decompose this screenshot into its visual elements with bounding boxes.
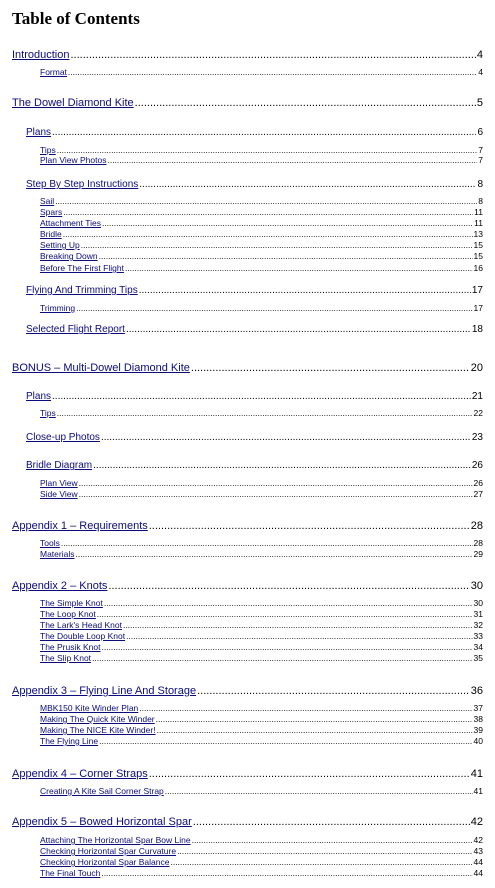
dot-leader [193, 816, 470, 828]
toc-entry-link[interactable]: The Dowel Diamond Kite [12, 97, 134, 109]
dot-leader [102, 218, 473, 228]
toc-entry-link[interactable]: Appendix 3 – Flying Line And Storage [12, 685, 197, 697]
toc-entry[interactable] [40, 631, 483, 641]
dot-leader [101, 868, 472, 878]
dot-leader [192, 835, 473, 845]
toc-entry[interactable] [12, 685, 483, 697]
page-title: Table of Contents [12, 9, 140, 28]
toc-entry[interactable] [40, 642, 483, 652]
dot-leader [63, 207, 473, 217]
toc-page-number: 29 [473, 549, 483, 559]
dot-leader [61, 538, 473, 548]
dot-leader [92, 653, 473, 663]
toc-entry-link[interactable]: The Lark's Head Knot [40, 620, 122, 630]
toc-page-number: 17 [473, 303, 483, 313]
toc-entry[interactable] [40, 725, 483, 735]
dot-leader [57, 408, 473, 418]
toc-entry[interactable] [40, 240, 483, 250]
toc-entry-link[interactable]: Attaching The Horizontal Spar Bow Line [40, 835, 191, 845]
dot-leader [79, 478, 473, 488]
toc-entry[interactable] [40, 653, 483, 663]
toc-entry[interactable] [40, 229, 483, 239]
dot-leader [139, 285, 471, 296]
toc-entry-link[interactable]: Before The First Flight [40, 263, 124, 273]
dot-leader [101, 432, 471, 443]
toc-page-number: 30 [473, 598, 483, 608]
dot-leader [165, 786, 473, 796]
toc-entry[interactable] [40, 609, 483, 619]
toc-page-number: 17 [471, 285, 483, 296]
toc-entry-link[interactable]: Making The Quick Kite Winder [40, 714, 155, 724]
dot-leader [99, 251, 473, 261]
toc-page-number: 18 [471, 324, 483, 335]
dot-leader [76, 303, 472, 313]
toc-page-number: 28 [473, 538, 483, 548]
toc-page-number: 8 [478, 196, 483, 206]
toc-page-number: 44 [473, 857, 483, 867]
toc-page-number: 37 [473, 703, 483, 713]
toc-entry-link[interactable]: Bridle Diagram [26, 460, 93, 471]
toc-entry[interactable] [40, 786, 483, 796]
dot-leader [70, 49, 475, 61]
toc-entry-link[interactable]: Tips [40, 145, 56, 155]
toc-entry-link[interactable]: Appendix 5 – Bowed Horizontal Spar [12, 816, 192, 828]
toc-entry-link[interactable]: Appendix 2 – Knots [12, 580, 108, 592]
toc-entry-link[interactable]: Flying And Trimming Tips [26, 285, 138, 296]
toc-entry-link[interactable]: Checking Horizontal Spar Balance [40, 857, 170, 867]
toc-entry[interactable] [12, 580, 483, 592]
dot-leader [126, 324, 471, 335]
dot-leader [79, 489, 473, 499]
toc-entry[interactable] [12, 816, 483, 828]
toc-entry-link[interactable]: The Prusik Knot [40, 642, 101, 652]
toc-entry-link[interactable]: Spars [40, 207, 63, 217]
toc-page-number: 20 [470, 362, 483, 374]
dot-leader [149, 520, 470, 532]
dot-leader [139, 179, 476, 190]
dot-leader [104, 598, 473, 608]
toc-entry[interactable] [40, 207, 483, 217]
toc-entry-link[interactable]: Format [40, 67, 67, 77]
toc-entry[interactable] [26, 285, 483, 296]
toc-page-number: 5 [476, 97, 483, 109]
toc-entry[interactable] [12, 97, 483, 109]
toc-entry-link[interactable]: Close-up Photos [26, 432, 100, 443]
toc-entry-link[interactable]: Making The NICE Kite Winder! [40, 725, 156, 735]
dot-leader [99, 736, 472, 746]
toc-entry[interactable] [40, 155, 483, 165]
toc-entry-link[interactable]: The Double Loop Knot [40, 631, 126, 641]
toc-entry[interactable] [26, 432, 483, 443]
toc-entry[interactable] [26, 127, 483, 138]
toc-page-number: 33 [473, 631, 483, 641]
toc-page-number: 7 [478, 145, 483, 155]
toc-page-number: 34 [473, 642, 483, 652]
dot-leader [97, 609, 473, 619]
toc-page-number: 15 [473, 240, 483, 250]
toc-entry[interactable] [40, 549, 483, 559]
dot-leader [177, 846, 472, 856]
toc-entry-link[interactable]: Tips [40, 408, 56, 418]
toc-entry-link[interactable]: Appendix 4 – Corner Straps [12, 768, 148, 780]
toc-entry-link[interactable]: Bridle [40, 229, 62, 239]
toc-page-number: 11 [474, 207, 483, 217]
toc-entry-link[interactable]: Selected Flight Report [26, 324, 125, 335]
dot-leader [68, 67, 477, 77]
toc-entry-link[interactable]: Appendix 1 – Requirements [12, 520, 148, 532]
toc-page-number: 15 [473, 251, 483, 261]
toc-page-number: 30 [470, 580, 483, 592]
dot-leader [108, 580, 469, 592]
toc-page-number: 8 [477, 179, 483, 190]
dot-leader [149, 768, 470, 780]
toc-page-number: 43 [473, 846, 483, 856]
dot-leader [123, 620, 473, 630]
toc-page-number: 13 [473, 229, 483, 239]
toc-entry[interactable] [40, 846, 483, 856]
toc-page-number: 41 [470, 768, 483, 780]
toc-entry-link[interactable]: The Final Touch [40, 868, 101, 878]
dot-leader [191, 362, 470, 374]
toc-entry[interactable] [40, 598, 483, 608]
toc-entry-link[interactable]: Step By Step Instructions [26, 179, 139, 190]
toc-entry-link[interactable]: Tools [40, 538, 60, 548]
dot-leader [52, 391, 471, 402]
toc-entry-link[interactable]: Checking Horizontal Spar Curvature [40, 846, 177, 856]
toc-entry[interactable] [40, 251, 483, 261]
toc-entry-link[interactable]: Creating A Kite Sail Corner Strap [40, 786, 164, 796]
toc-entry[interactable] [40, 857, 483, 867]
toc-entry-link[interactable]: Attachment Ties [40, 218, 101, 228]
toc-entry-link[interactable]: Plan View [40, 478, 78, 488]
toc-entry-link[interactable]: Sail [40, 196, 55, 206]
toc-entry[interactable] [12, 362, 483, 374]
toc-page-number: 26 [473, 478, 483, 488]
toc-entry[interactable] [40, 263, 483, 273]
dot-leader [156, 714, 473, 724]
dot-leader [139, 703, 472, 713]
toc-entry-link[interactable]: The Slip Knot [40, 653, 92, 663]
dot-leader [107, 155, 477, 165]
dot-leader [101, 642, 472, 652]
toc-entry-link[interactable]: Setting Up [40, 240, 80, 250]
toc-page-number: 42 [470, 816, 483, 828]
toc-entry[interactable] [40, 489, 483, 499]
toc-entry[interactable] [26, 324, 483, 335]
dot-leader [135, 97, 476, 109]
toc-entry-link[interactable]: The Simple Knot [40, 598, 103, 608]
toc-page-number: 36 [470, 685, 483, 697]
dot-leader [125, 263, 473, 273]
toc-entry[interactable] [40, 67, 483, 77]
toc-entry-link[interactable]: Plans [26, 127, 52, 138]
toc-entry[interactable] [12, 49, 483, 61]
toc-entry[interactable] [40, 218, 483, 228]
dot-leader [55, 196, 477, 206]
toc-page-number: 4 [478, 67, 483, 77]
toc-entry[interactable] [40, 868, 483, 878]
toc-entry[interactable] [12, 520, 483, 532]
toc-entry[interactable] [26, 179, 483, 190]
toc-page-number: 41 [473, 786, 483, 796]
dot-leader [197, 685, 470, 697]
toc-page-number: 31 [473, 609, 483, 619]
toc-entry[interactable] [12, 768, 483, 780]
toc-entry[interactable] [40, 408, 483, 418]
toc-page-number: 32 [473, 620, 483, 630]
toc-page-number: 16 [473, 263, 483, 273]
toc-entry-link[interactable]: Plans [26, 391, 52, 402]
toc-page-number: 23 [471, 432, 483, 443]
toc-entry[interactable] [40, 736, 483, 746]
toc-entry[interactable] [40, 835, 483, 845]
dot-leader [63, 229, 473, 239]
toc-page-number: 7 [478, 155, 483, 165]
dot-leader [157, 725, 473, 735]
toc-page-number: 21 [471, 391, 483, 402]
dot-leader [57, 145, 478, 155]
toc-entry[interactable] [26, 460, 483, 471]
dot-leader [126, 631, 472, 641]
toc-entry-link[interactable]: BONUS – Multi-Dowel Diamond Kite [12, 362, 190, 374]
toc-entry[interactable] [40, 478, 483, 488]
toc-entry-link[interactable]: Breaking Down [40, 251, 98, 261]
toc-page-number: 35 [473, 653, 483, 663]
toc-entry[interactable] [40, 620, 483, 630]
toc-page-number: 26 [471, 460, 483, 471]
toc-entry[interactable] [40, 714, 483, 724]
toc-entry-link[interactable]: Side View [40, 489, 78, 499]
toc-entry-link[interactable]: Introduction [12, 49, 70, 61]
toc-page-number: 28 [470, 520, 483, 532]
toc-page-number: 38 [473, 714, 483, 724]
toc-entry-link[interactable]: The Flying Line [40, 736, 99, 746]
toc-entry[interactable] [40, 703, 483, 713]
toc-entry-link[interactable]: Trimming [40, 303, 76, 313]
toc-page-number: 44 [473, 868, 483, 878]
toc-entry[interactable] [40, 538, 483, 548]
toc-entry[interactable] [40, 145, 483, 155]
dot-leader [52, 127, 476, 138]
toc-entry[interactable] [40, 196, 483, 206]
dot-leader [93, 460, 471, 471]
toc-entry-link[interactable]: MBK150 Kite Winder Plan [40, 703, 139, 713]
toc-entry[interactable] [40, 303, 483, 313]
dot-leader [75, 549, 472, 559]
toc-page-number: 6 [477, 127, 483, 138]
toc-page-number: 11 [474, 218, 483, 228]
toc-page-number: 39 [473, 725, 483, 735]
toc-page-number: 22 [473, 408, 483, 418]
toc-entry-link[interactable]: Materials [40, 549, 75, 559]
toc-page-number: 4 [476, 49, 483, 61]
toc-page-number: 40 [473, 736, 483, 746]
dot-leader [81, 240, 473, 250]
dot-leader [170, 857, 472, 867]
toc-page-number: 27 [473, 489, 483, 499]
toc-page-number: 42 [473, 835, 483, 845]
toc-entry[interactable] [26, 391, 483, 402]
toc-entry-link[interactable]: Plan View Photos [40, 155, 107, 165]
toc-entry-link[interactable]: The Loop Knot [40, 609, 96, 619]
